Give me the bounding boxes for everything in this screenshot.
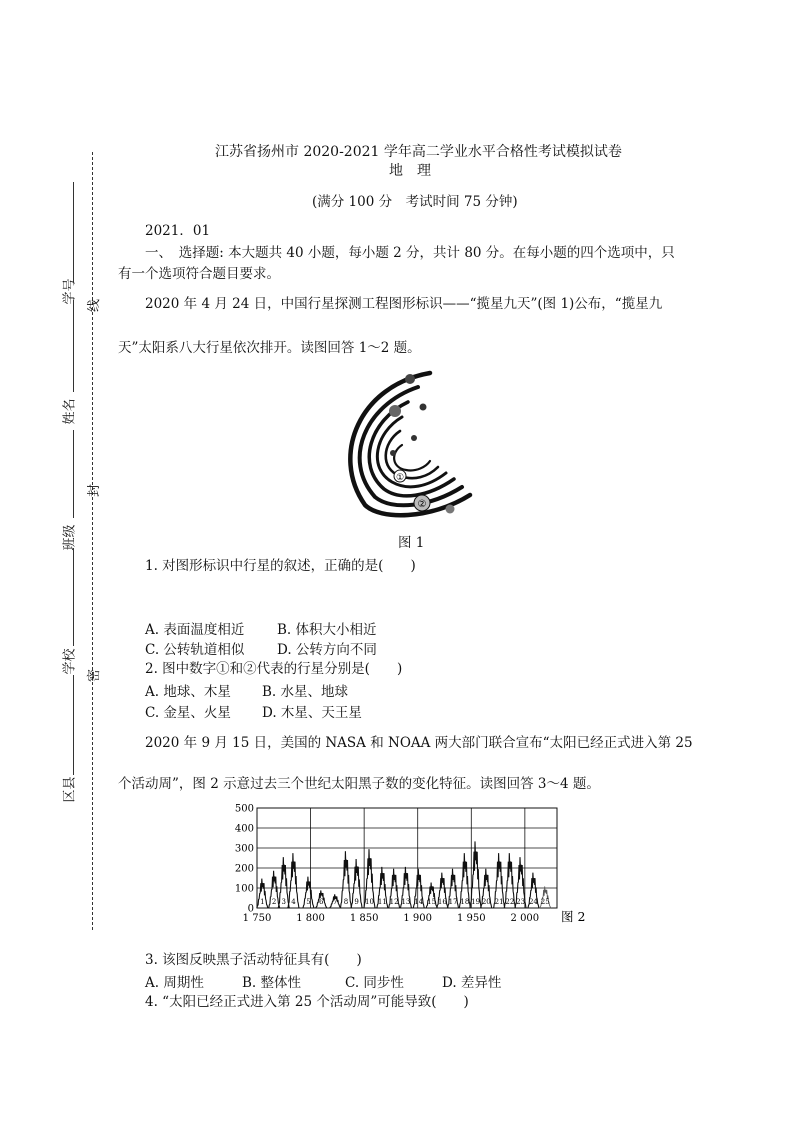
figure2-caption: 图 2 bbox=[561, 909, 586, 924]
y-tick-label: 100 bbox=[234, 883, 254, 895]
x-tick-label: 1 850 bbox=[349, 913, 379, 924]
q1-stem: 1. 对图形标识中行星的叙述，正确的是( ) bbox=[145, 558, 416, 574]
cut-line bbox=[92, 152, 93, 930]
cycle-label: 2 bbox=[271, 898, 277, 906]
q4-stem: 4. “太阳已经正式进入第 25 个活动周”可能导致( ) bbox=[145, 994, 469, 1010]
planet-marker-2 bbox=[414, 495, 430, 511]
exam-info: (满分 100 分 考试时间 75 分钟) bbox=[312, 194, 518, 210]
y-tick-label: 0 bbox=[247, 903, 254, 915]
field-label-student-id: 学号 bbox=[62, 278, 78, 305]
cycle-label: 15 bbox=[427, 898, 437, 906]
cycle-label: 23 bbox=[516, 898, 526, 906]
planet-marker-1 bbox=[394, 470, 406, 483]
cycle-label: 20 bbox=[481, 898, 491, 906]
cycle-label: 11 bbox=[377, 898, 387, 906]
q3-option-a[interactable]: A. 周期性 bbox=[145, 975, 204, 991]
chart-frame bbox=[257, 808, 557, 908]
q1-option-d[interactable]: D. 公转方向不同 bbox=[277, 642, 377, 658]
q2-option-d[interactable]: D. 木星、天王星 bbox=[262, 705, 362, 721]
passage1-line2: 天”太阳系八大行星依次排开。读图回答 1～2 题。 bbox=[118, 340, 421, 356]
field-label-district: 区县 bbox=[62, 776, 78, 803]
cycle-label: 9 bbox=[354, 898, 359, 906]
field-line-name[interactable] bbox=[73, 300, 74, 392]
field-line-student-id[interactable] bbox=[73, 182, 74, 282]
passage1-line1: 2020 年 4 月 24 日，中国行星探测工程图形标识——“揽星九天”(图 1)公布，“揽星九 bbox=[145, 296, 663, 312]
q3-option-b[interactable]: B. 整体性 bbox=[242, 975, 302, 991]
y-tick-label: 300 bbox=[234, 843, 254, 855]
exam-title: 江苏省扬州市 2020-2021 学年高二学业水平合格性考试模拟试卷 bbox=[215, 144, 622, 160]
field-line-school[interactable] bbox=[73, 548, 74, 646]
q2-stem: 2. 图中数字①和②代表的行星分别是( ) bbox=[145, 661, 403, 677]
cycle-label: 6 bbox=[319, 898, 324, 906]
cycle-label: 3 bbox=[281, 898, 287, 906]
cycle-label: 4 bbox=[291, 898, 296, 906]
y-tick-label: 500 bbox=[234, 803, 254, 815]
cycle-label: 7 bbox=[332, 898, 338, 906]
cut-mark-seal: 封 bbox=[87, 483, 103, 498]
sunspot-chart bbox=[225, 800, 595, 928]
cycle-label: 17 bbox=[448, 898, 458, 906]
cycle-label: 13 bbox=[401, 898, 411, 906]
q1-option-a[interactable]: A. 表面温度相近 bbox=[145, 622, 245, 638]
figure1-caption: 图 1 bbox=[398, 535, 425, 551]
cycle-label: 16 bbox=[437, 898, 447, 906]
x-tick-label: 1 900 bbox=[403, 913, 433, 924]
y-tick-label: 200 bbox=[234, 863, 254, 875]
section-instruction-line1: 一、 选择题: 本大题共 40 小题，每小题 2 分，共计 80 分。在每小题的四个选项中，只 bbox=[145, 245, 675, 261]
subject-title: 地 理 bbox=[389, 163, 431, 179]
field-label-class: 班级 bbox=[62, 524, 78, 551]
x-tick-label: 1 950 bbox=[456, 913, 486, 924]
q3-option-c[interactable]: C. 同步性 bbox=[345, 975, 404, 991]
cycle-label: 14 bbox=[414, 898, 424, 906]
exam-date: 2021．01 bbox=[145, 223, 211, 239]
q2-option-b[interactable]: B. 水星、地球 bbox=[262, 684, 349, 700]
cycle-label: 1 bbox=[260, 898, 265, 906]
section-instruction-line2: 有一个选项符合题目要求。 bbox=[118, 266, 280, 282]
field-line-class[interactable] bbox=[73, 430, 74, 518]
field-label-school: 学校 bbox=[62, 648, 78, 675]
passage2-line2: 个活动周”，图 2 示意过去三个世纪太阳黑子数的变化特征。读图回答 3～4 题。 bbox=[118, 776, 600, 792]
marker1-label: ① bbox=[395, 473, 405, 483]
field-line-district[interactable] bbox=[73, 675, 74, 775]
figure1-logo bbox=[330, 365, 490, 525]
q3-stem: 3. 该图反映黑子活动特征具有( ) bbox=[145, 952, 362, 968]
q1-option-c[interactable]: C. 公转轨道相似 bbox=[145, 642, 245, 658]
x-tick-label: 2 000 bbox=[510, 913, 540, 924]
cycle-label: 8 bbox=[343, 898, 349, 906]
marker2-label: ② bbox=[417, 499, 427, 510]
field-label-name: 姓名 bbox=[62, 398, 78, 425]
cycle-label: 19 bbox=[471, 898, 481, 906]
q2-option-c[interactable]: C. 金星、火星 bbox=[145, 705, 231, 721]
cycle-label: 22 bbox=[505, 898, 515, 906]
cut-mark-secret: 密 bbox=[87, 668, 103, 683]
cut-mark-line: 线 bbox=[87, 298, 103, 313]
cycle-label: 25 bbox=[540, 898, 550, 906]
cycle-label: 10 bbox=[365, 898, 374, 906]
q3-option-d[interactable]: D. 差异性 bbox=[442, 975, 502, 991]
cycle-label: 21 bbox=[494, 898, 504, 906]
q1-option-b[interactable]: B. 体积大小相近 bbox=[277, 622, 377, 638]
passage2-line1: 2020 年 9 月 15 日，美国的 NASA 和 NOAA 两大部门联合宣布“太阳已经正式进入第 25 bbox=[145, 735, 693, 751]
cycle-label: 5 bbox=[306, 898, 311, 906]
cycle-label: 18 bbox=[460, 898, 470, 906]
cycle-label: 24 bbox=[528, 898, 538, 906]
cycle-label: 12 bbox=[389, 898, 399, 906]
x-tick-label: 1 750 bbox=[242, 913, 272, 924]
q2-option-a[interactable]: A. 地球、木星 bbox=[145, 684, 231, 700]
x-tick-label: 1 800 bbox=[296, 913, 325, 924]
y-tick-label: 400 bbox=[234, 823, 254, 835]
